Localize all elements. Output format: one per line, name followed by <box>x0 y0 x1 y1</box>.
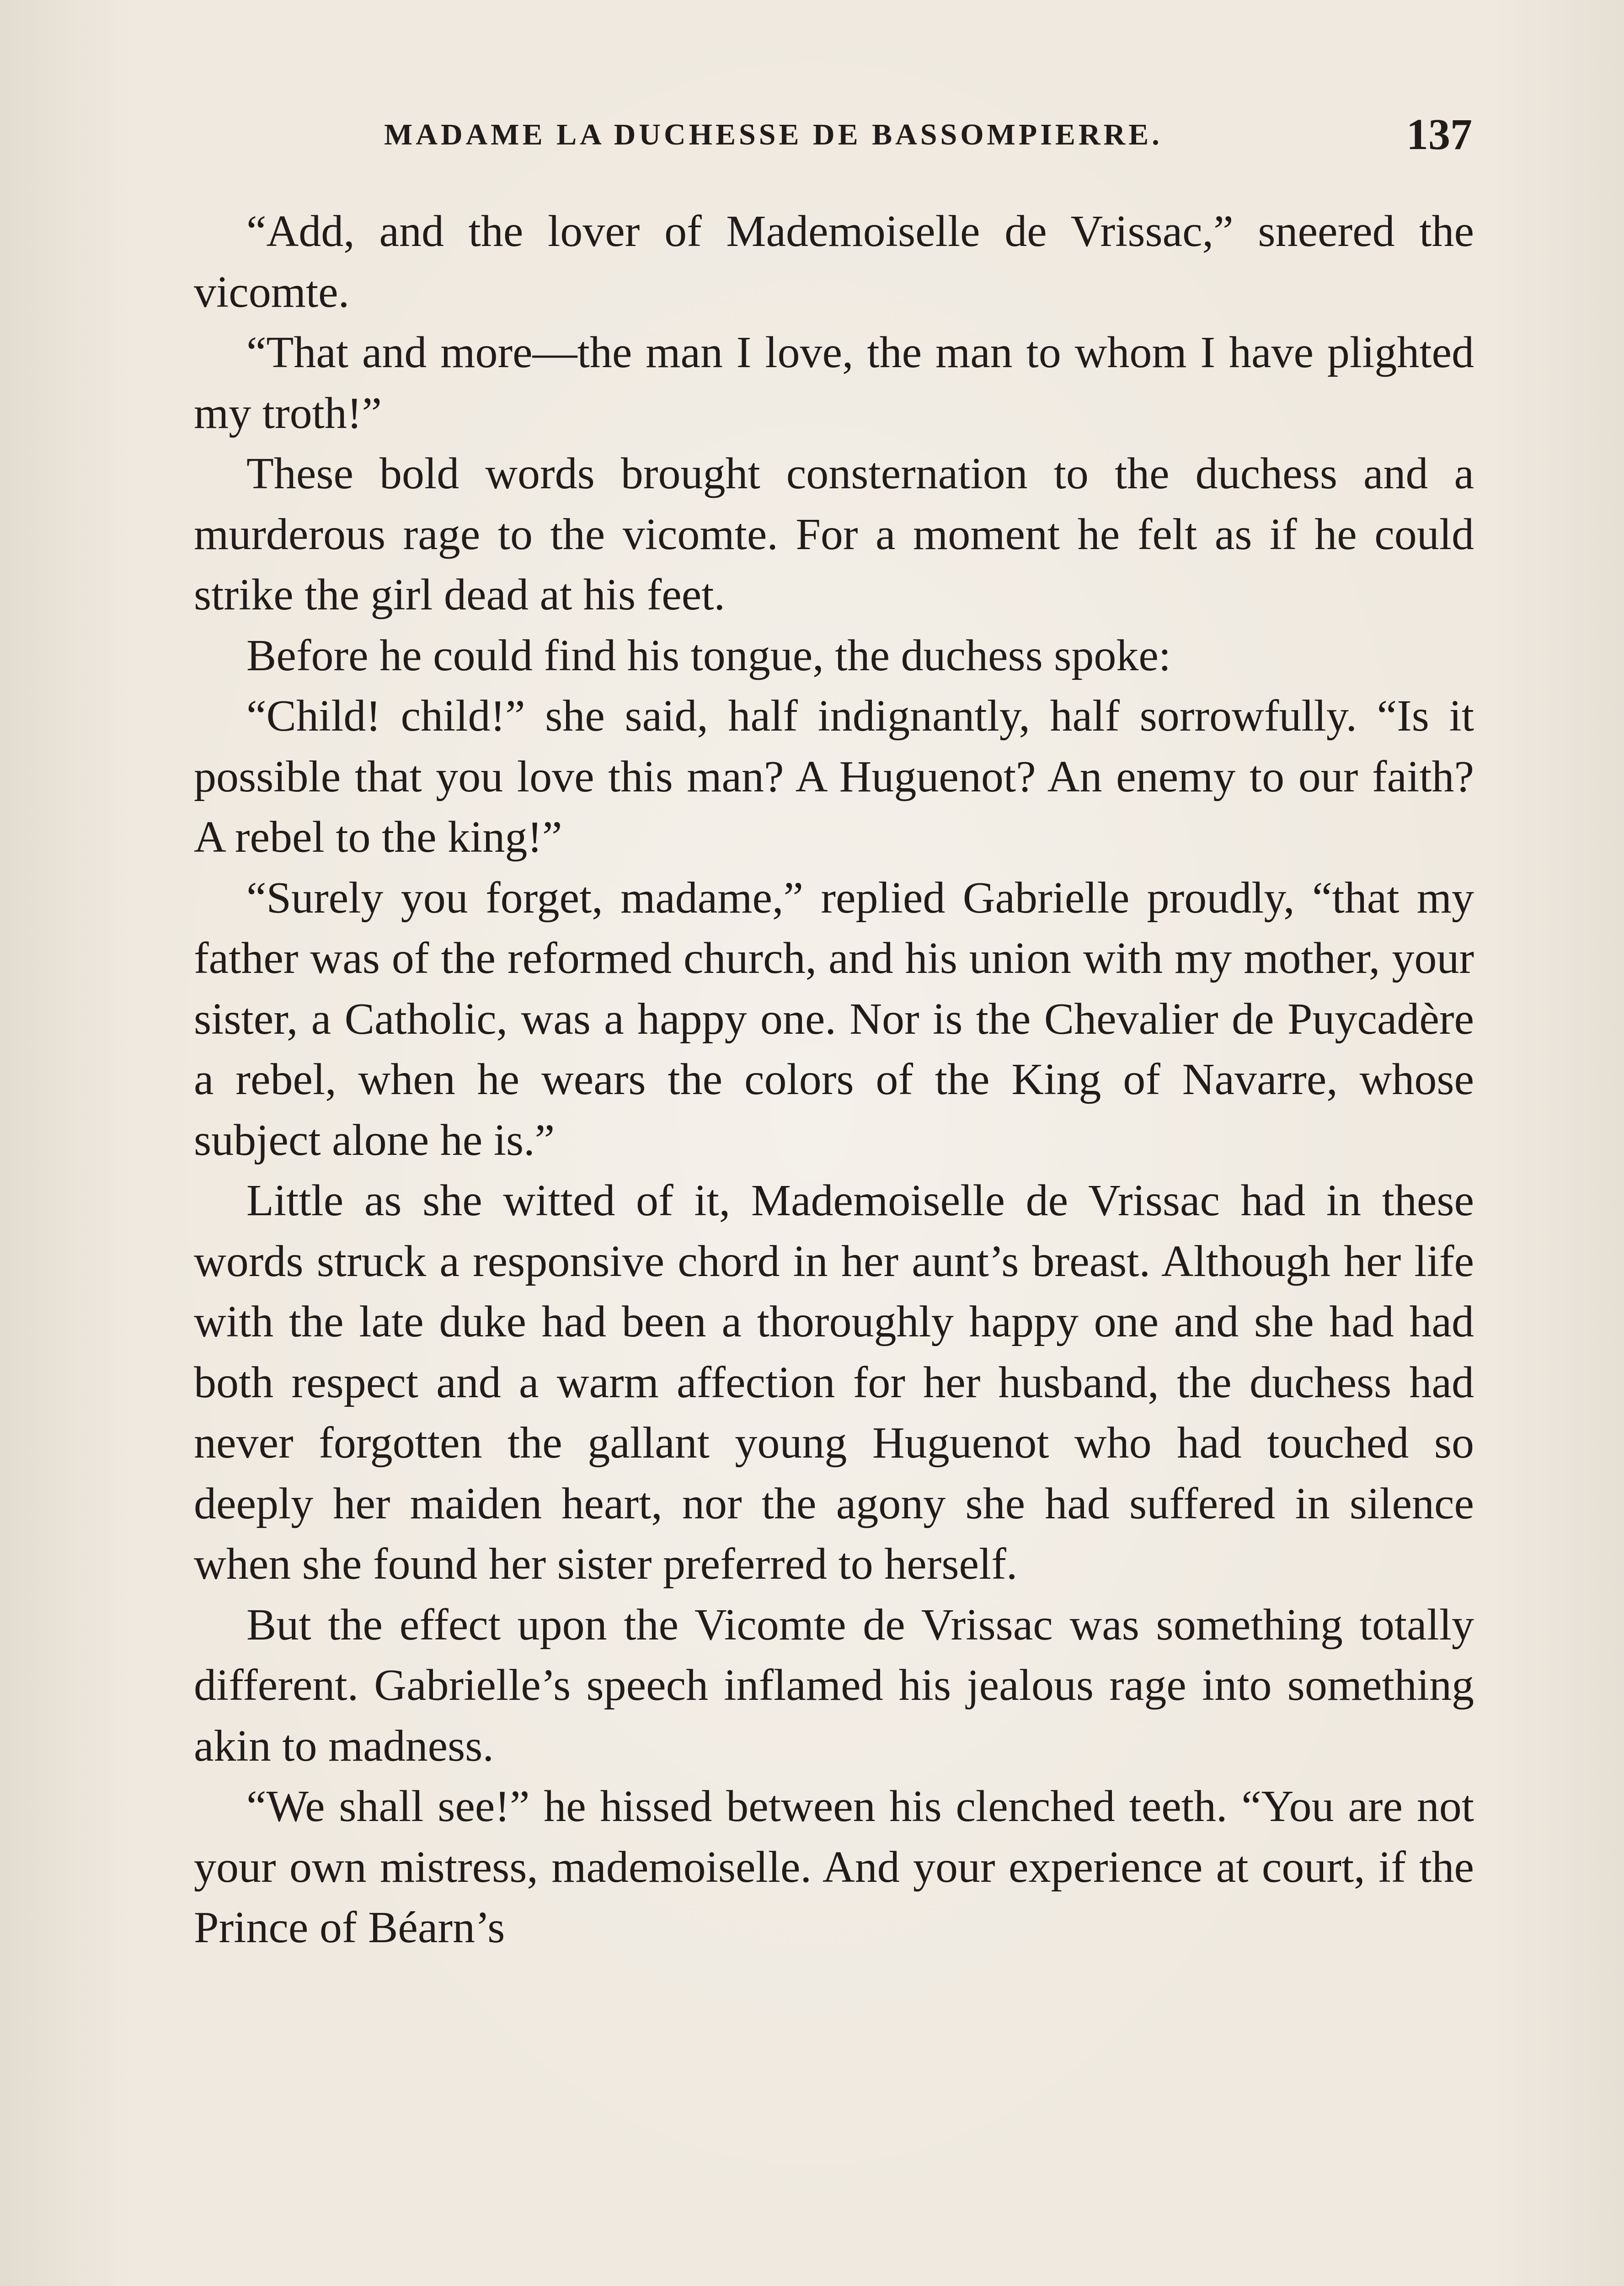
paragraph: Before he could find his tongue, the duchess spoke: <box>246 630 1171 680</box>
running-head <box>192 110 1472 160</box>
paragraph: “Add, and the lover of Mademoiselle de Vrissac,” sneered the vicomte. <box>194 207 1474 317</box>
paragraph: “Surely you forget, madame,” replied Gabrielle proudly, “that my father was of the reformed church, and his union with my mother, your sister, a Catholic, was a happy one. Nor is the Chevalier de Puycadère a rebel, when he wears the colors of the King of Navarre, whose subject alone he is.” <box>194 873 1474 1165</box>
paragraph: “That and more—the man I love, the man to whom I have plighted my troth!” <box>194 328 1474 438</box>
paragraph: These bold words brought consternation to the duchess and a murderous rage to the vicomte. For a moment he felt as if he could strike the girl dead at his feet. <box>194 449 1474 620</box>
page-number: 137 <box>1406 110 1472 159</box>
paragraph: Little as she witted of it, Mademoiselle de Vrissac had in these words struck a responsive chord in her aunt’s breast. Although her life with the late duke had been a thoroughly happy one and she had had both respect and a warm affection for her husband, the duchess had never forgotten the gallant young Huguenot who had touched so deeply her maiden heart, nor the agony she had suffered in silence when she found her sister preferred to herself. <box>194 1176 1474 1589</box>
body-text <box>194 201 1474 1958</box>
paragraph: But the effect upon the Vicomte de Vrissac was something totally different. Gabrielle’s speech inflamed his jealous rage into something akin to madness. <box>194 1600 1474 1771</box>
paragraph: “Child! child!” she said, half indignantly, half sorrowfully. “Is it possible that you love this man? A Huguenot? An enemy to our faith? A rebel to the king!” <box>194 691 1474 862</box>
paragraph: “We shall see!” he hissed between his clenched teeth. “You are not your own mistress, mademoiselle. And your experience at court, if the Prince of Béarn’s <box>194 1782 1474 1952</box>
running-title: MADAME LA DUCHESSE DE BASSOMPIERRE. <box>384 118 1163 151</box>
